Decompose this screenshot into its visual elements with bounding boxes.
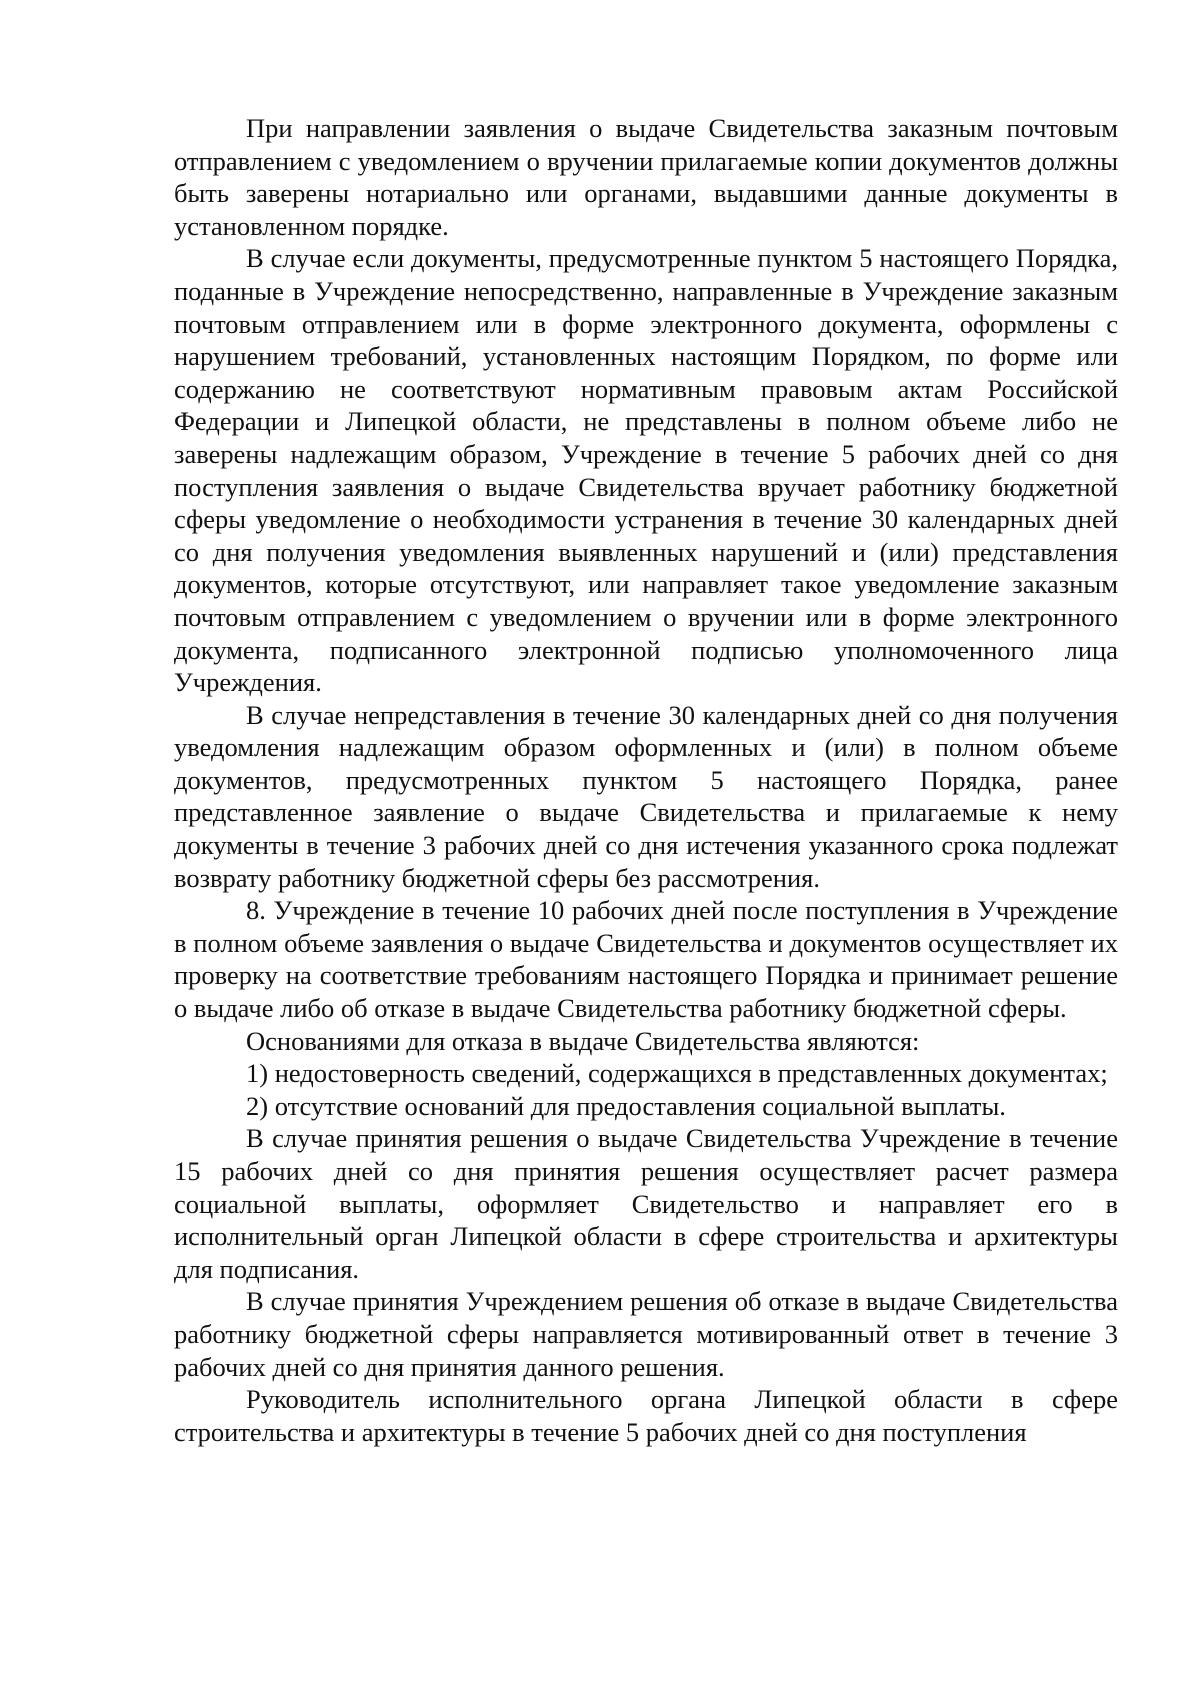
paragraph-refusal-grounds-heading: Основаниями для отказа в выдаче Свидетельства являются: (246, 1025, 920, 1056)
paragraph-violation-notice: В случае если документы, предусмотренные пунктом 5 настоящего Порядка, поданные в Учреждение непосредственно, направленные в Учреждение заказным почтовым отправлением или в форме электронного документа, оформлены с нарушением требований, установленных настоящим Порядком, по форме или содержанию не соответствуют нормативным правовым актам Российской Федерации и Липецкой области, не представлены в полном объеме либо не заверены надлежащим образом, Учреждение в течение 5 рабочих дней со дня поступления заявления о выдаче Свидетельства вручает работнику бюджетной сферы уведомление о необходимости устранения в течение 30 календарных дней со дня получения уведомления выявленных нарушений и (или) представления документов, которые отсутствуют, или направляет такое уведомление заказным почтовым отправлением с уведомлением о вручении или в форме электронного документа, подписанного электронной подписью уполномоченного лица Учреждения. (174, 243, 1118, 698)
paragraph-return-without-review: В случае непредставления в течение 30 календарных дней со дня получения уведомления надлежащим образом оформленных и (или) в полном объеме документов, предусмотренных пунктом 5 настоящего Порядка, ранее представленное заявление о выдаче Свидетельства и прилагаемые к нему документы в течение 3 рабочих дней со дня истечения указанного срока подлежат возврату работнику бюджетной сферы без рассмотрения. (174, 699, 1118, 893)
paragraph-head-signing: Руководитель исполнительного органа Липецкой области в сфере строительства и архитектуры в течение 5 рабочих дней со дня поступления (174, 1384, 1118, 1447)
paragraph-refusal-response: В случае принятия Учреждением решения об отказе в выдаче Свидетельства работнику бюджетной сферы направляется мотивированный ответ в течение 3 рабочих дней со дня принятия данного решения. (174, 1286, 1118, 1382)
paragraph-refusal-ground-2: 2) отсутствие оснований для предоставления социальной выплаты. (246, 1090, 1006, 1121)
paragraph-item-8-review: 8. Учреждение в течение 10 рабочих дней после поступления в Учреждение в полном объеме заявления о выдаче Свидетельства и документов осуществляет их проверку на соответствие требованиям настоящего Порядка и принимает решение о выдаче либо об отказе в выдаче Свидетельства работнику бюджетной сферы. (174, 895, 1118, 1024)
paragraph-refusal-ground-1: 1) недостоверность сведений, содержащихся в представленных документах; (246, 1058, 1108, 1089)
paragraph-certified-copies: При направлении заявления о выдаче Свидетельства заказным почтовым отправлением с уведомлением о вручении прилагаемые копии документов должны быть заверены нотариально или органами, выдавшими данные документы в установленном порядке. (174, 113, 1118, 241)
document-body (174, 112, 1118, 1448)
paragraph-payment-calculation: В случае принятия решения о выдаче Свидетельства Учреждение в течение 15 рабочих дней со дня принятия решения осуществляет расчет размера социальной выплаты, оформляет Свидетельство и направляет его в исполнительный орган Липецкой области в сфере строительства и архитектуры для подписания. (174, 1123, 1118, 1284)
